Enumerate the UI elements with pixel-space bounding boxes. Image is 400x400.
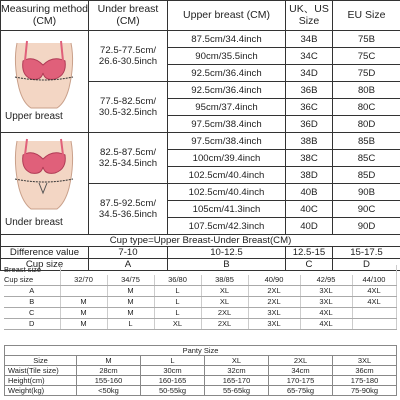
size-cell xyxy=(60,286,107,297)
panty-size-header: M xyxy=(77,356,141,366)
uk-size: 36C xyxy=(286,99,333,116)
cup-size-value: A xyxy=(89,259,168,271)
panty-size-table xyxy=(4,345,396,396)
breast-size-corner: Breast size xyxy=(4,265,60,275)
difference-value: 12.5-15 xyxy=(286,247,333,259)
upper-breast-value: 97.5cm/38.4inch xyxy=(168,116,286,133)
column-header: 34/75 xyxy=(107,275,154,286)
uk-size: 36B xyxy=(286,82,333,99)
size-cell: M xyxy=(60,308,107,319)
breast-size-table xyxy=(4,265,396,330)
size-cell: XL xyxy=(154,319,201,330)
upper-breast-label: Upper breast xyxy=(5,111,63,122)
upper-breast-value: 100cm/39.4inch xyxy=(168,150,286,167)
eu-size: 90B xyxy=(333,184,400,201)
panty-cell: 165-170 xyxy=(205,376,269,386)
uk-size: 40B xyxy=(286,184,333,201)
difference-value: 7-10 xyxy=(89,247,168,259)
cup-size-value: C xyxy=(286,259,333,271)
uk-size: 34D xyxy=(286,65,333,82)
panty-cell: 155-160 xyxy=(77,376,141,386)
panty-cell: 65-75kg xyxy=(269,386,333,396)
panty-cell: <50kg xyxy=(77,386,141,396)
header-eu-size: EU Size xyxy=(333,1,400,31)
column-header: 40/90 xyxy=(248,275,300,286)
eu-size: 90D xyxy=(333,218,400,235)
size-cell: 4XL xyxy=(352,286,396,297)
upper-breast-value: 90cm/35.5inch xyxy=(168,48,286,65)
cup-label: A xyxy=(4,286,60,297)
cup-label: B xyxy=(4,297,60,308)
panty-cell: 50-55kg xyxy=(141,386,205,396)
uk-size: 38D xyxy=(286,167,333,184)
size-cell: M xyxy=(107,308,154,319)
size-cell: 4XL xyxy=(300,308,352,319)
panty-cell: 75-90kg xyxy=(333,386,397,396)
column-header: 44/100 xyxy=(352,275,396,286)
size-cell: 3XL xyxy=(248,308,300,319)
panty-cell: 28cm xyxy=(77,366,141,376)
cup-size-corner: Cup size xyxy=(4,275,60,286)
panty-size-header: 2XL xyxy=(269,356,333,366)
upper-breast-value: 107.5cm/42.3inch xyxy=(168,218,286,235)
panty-row-label: Height(cm) xyxy=(5,376,77,386)
spacer xyxy=(60,265,396,275)
eu-size: 80C xyxy=(333,99,400,116)
header-uk-us-size: UK、US Size xyxy=(286,1,333,31)
size-cell: 3XL xyxy=(300,286,352,297)
under-breast-range: 82.5-87.5cm/ 32.5-34.5inch xyxy=(89,133,168,184)
panty-cell: 32cm xyxy=(205,366,269,376)
size-cell: 2XL xyxy=(201,308,248,319)
size-cell: L xyxy=(154,297,201,308)
size-cell: 4XL xyxy=(352,297,396,308)
upper-breast-value: 102.5cm/40.4inch xyxy=(168,184,286,201)
panty-header-label: Size xyxy=(5,356,77,366)
column-header: 36/80 xyxy=(154,275,201,286)
header-under-breast: Under breast (CM) xyxy=(89,1,168,31)
under-breast-range: 77.5-82.5cm/ 30.5-32.5inch xyxy=(89,82,168,133)
difference-value: 15-17.5 xyxy=(333,247,400,259)
panty-cell: 30cm xyxy=(141,366,205,376)
panty-size-header: XL xyxy=(205,356,269,366)
size-cell: M xyxy=(60,297,107,308)
eu-size: 80D xyxy=(333,116,400,133)
upper-breast-value: 87.5cm/34.4inch xyxy=(168,31,286,48)
upper-breast-value: 92.5cm/36.4inch xyxy=(168,82,286,99)
cup-label: D xyxy=(4,319,60,330)
upper-breast-value: 92.5cm/36.4inch xyxy=(168,65,286,82)
under-breast-range: 72.5-77.5cm/ 26.6-30.5inch xyxy=(89,31,168,82)
uk-size: 40C xyxy=(286,201,333,218)
eu-size: 75B xyxy=(333,31,400,48)
cup-size-value: B xyxy=(168,259,286,271)
size-cell: M xyxy=(60,319,107,330)
size-cell xyxy=(352,319,396,330)
uk-size: 38C xyxy=(286,150,333,167)
eu-size: 90C xyxy=(333,201,400,218)
size-cell: M xyxy=(107,297,154,308)
panty-table-title: Panty Size xyxy=(5,346,397,356)
panty-size-header: L xyxy=(141,356,205,366)
upper-breast-value: 97.5cm/38.4inch xyxy=(168,133,286,150)
eu-size: 85C xyxy=(333,150,400,167)
cup-label: C xyxy=(4,308,60,319)
uk-size: 36D xyxy=(286,116,333,133)
panty-cell: 55-65kg xyxy=(205,386,269,396)
size-cell: L xyxy=(107,319,154,330)
column-header: 38/85 xyxy=(201,275,248,286)
panty-cell: 170-175 xyxy=(269,376,333,386)
size-cell: 4XL xyxy=(300,319,352,330)
header-upper-breast: Upper breast (CM) xyxy=(168,1,286,31)
under-breast-figure-cell xyxy=(1,133,89,235)
header-measuring-method: Measuring method (CM) xyxy=(1,1,89,31)
size-cell xyxy=(352,308,396,319)
size-cell: M xyxy=(107,286,154,297)
size-cell: 2XL xyxy=(248,297,300,308)
upper-breast-illustration xyxy=(9,33,79,113)
upper-breast-value: 95cm/37.4inch xyxy=(168,99,286,116)
size-cell: XL xyxy=(201,286,248,297)
uk-size: 34B xyxy=(286,31,333,48)
under-breast-illustration xyxy=(9,133,79,213)
upper-breast-value: 102.5cm/40.4inch xyxy=(168,167,286,184)
under-breast-range: 87.5-92.5cm/ 34.5-36.5inch xyxy=(89,184,168,235)
size-cell: 2XL xyxy=(201,319,248,330)
size-cell: XL xyxy=(201,297,248,308)
size-cell: 3XL xyxy=(300,297,352,308)
panty-size-header: 3XL xyxy=(333,356,397,366)
cup-size-label: Cup size xyxy=(1,259,89,271)
under-breast-label: Under breast xyxy=(5,217,63,228)
size-cell: 2XL xyxy=(248,286,300,297)
panty-cell: 175-180 xyxy=(333,376,397,386)
eu-size: 85B xyxy=(333,133,400,150)
panty-row-label: Weight(kg) xyxy=(5,386,77,396)
column-header: 32/70 xyxy=(60,275,107,286)
cup-size-value: D xyxy=(333,259,400,271)
panty-cell: 34cm xyxy=(269,366,333,376)
eu-size: 85D xyxy=(333,167,400,184)
uk-size: 40D xyxy=(286,218,333,235)
column-header: 42/95 xyxy=(300,275,352,286)
uk-size: 38B xyxy=(286,133,333,150)
size-cell: L xyxy=(154,308,201,319)
eu-size: 75D xyxy=(333,65,400,82)
panty-cell: 36cm xyxy=(333,366,397,376)
size-cell: 3XL xyxy=(248,319,300,330)
upper-breast-value: 105cm/41.3inch xyxy=(168,201,286,218)
eu-size: 75C xyxy=(333,48,400,65)
panty-row-label: Waist(Tile size) xyxy=(5,366,77,376)
cup-type-caption: Cup type=Upper Breast-Under Breast(CM) xyxy=(1,235,400,247)
size-cell: L xyxy=(154,286,201,297)
uk-size: 34C xyxy=(286,48,333,65)
eu-size: 80B xyxy=(333,82,400,99)
difference-label: Difference value xyxy=(1,247,89,259)
panty-cell: 160-165 xyxy=(141,376,205,386)
upper-breast-figure-cell xyxy=(1,31,89,133)
difference-value: 10-12.5 xyxy=(168,247,286,259)
